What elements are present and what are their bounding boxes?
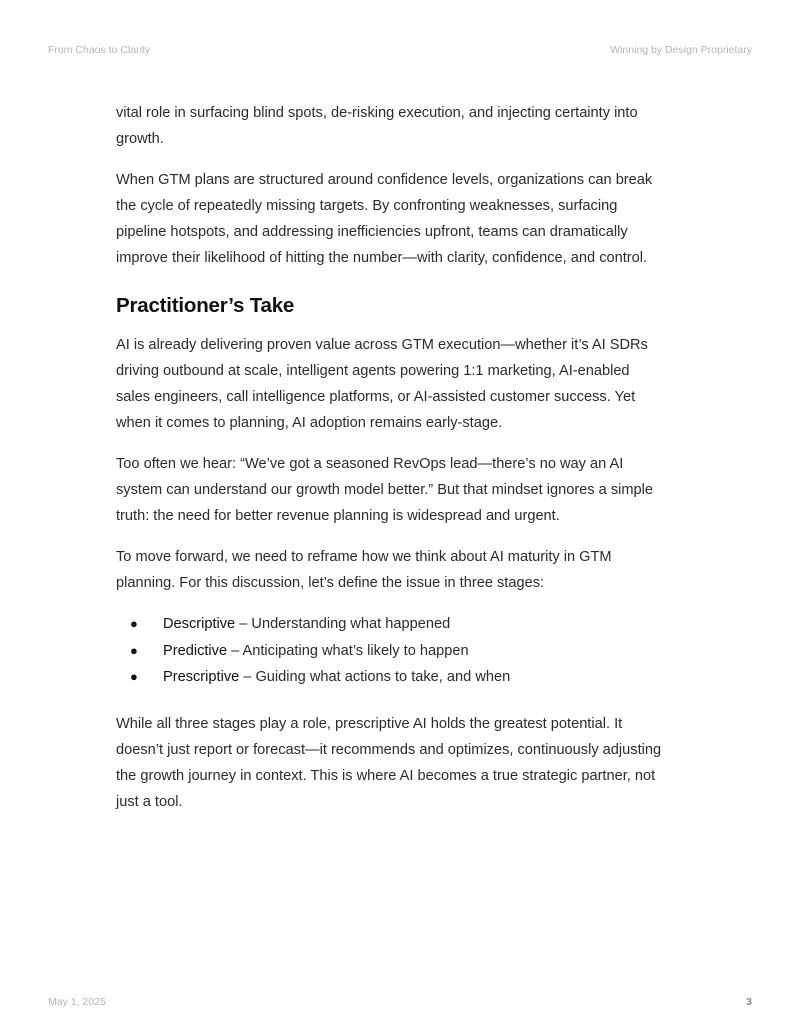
stage-description: – Understanding what happened <box>235 616 451 632</box>
paragraph-reframe: To move forward, we need to reframe how we think about AI maturity in GTM planning. For this discussion, let’s define the issue in three stages: <box>116 549 612 591</box>
paragraph-ai-value: AI is already delivering proven value across GTM execution—whether it’s AI SDRs driving outbound at scale, intelligent agents powering 1:1 marketing, AI-enabled sales engineers, call intelligence platforms, or AI-assisted customer success. Yet when it comes to planning, AI adoption remains early-stage. <box>116 337 648 431</box>
stage-description: – Anticipating what’s likely to happen <box>227 642 469 659</box>
bullet-icon: ● <box>130 642 138 658</box>
running-footer <box>48 996 752 1008</box>
paragraph-confidence-levels: When GTM plans are structured around confidence levels, organizations can break the cycle of repeatedly missing targets. By confronting weaknesses, surfacing pipeline hotspots, and addressing inefficiencies upfront, teams can dramatically improve their likelihood of hitting the number—with clarity, confidence, and control. <box>116 172 653 266</box>
page-content <box>116 100 664 830</box>
paragraph-prescriptive-ai: While all three stages play a role, prescriptive AI holds the greatest potential. It doesn’t just report or forecast—it recommends and optimizes, continuously adjusting the growth journey in context. This is where AI becomes a true strategic partner, not just a tool. <box>116 715 662 810</box>
stage-description: – Guiding what actions to take, and when <box>239 669 511 685</box>
running-header <box>48 44 752 56</box>
bullet-icon: ● <box>130 616 138 631</box>
list-item <box>116 664 664 691</box>
stages-list <box>116 611 664 691</box>
header-document-title: From Chaos to Clarity <box>48 44 151 56</box>
stage-term: Prescriptive <box>163 669 240 685</box>
list-item <box>116 611 664 638</box>
paragraph-revops-quote: Too often we hear: “We’ve got a seasoned RevOps lead—there’s no way an AI system can understand our growth model better.” But that mindset ignores a simple truth: the need for better revenue planning is widespread and urgent. <box>116 456 653 524</box>
list-item <box>116 638 664 665</box>
stage-term: Predictive <box>163 642 228 659</box>
paragraph-intro-continued: vital role in surfacing blind spots, de-risking execution, and injecting certainty into growth. <box>116 105 638 147</box>
header-proprietary-notice: Winning by Design Proprietary <box>610 44 752 56</box>
stage-term: Descriptive <box>163 616 236 632</box>
bullet-icon: ● <box>130 669 138 684</box>
section-heading: Practitioner’s Take <box>116 294 295 317</box>
page-number: 3 <box>746 996 752 1008</box>
footer-date: May 1, 2025 <box>48 996 106 1008</box>
